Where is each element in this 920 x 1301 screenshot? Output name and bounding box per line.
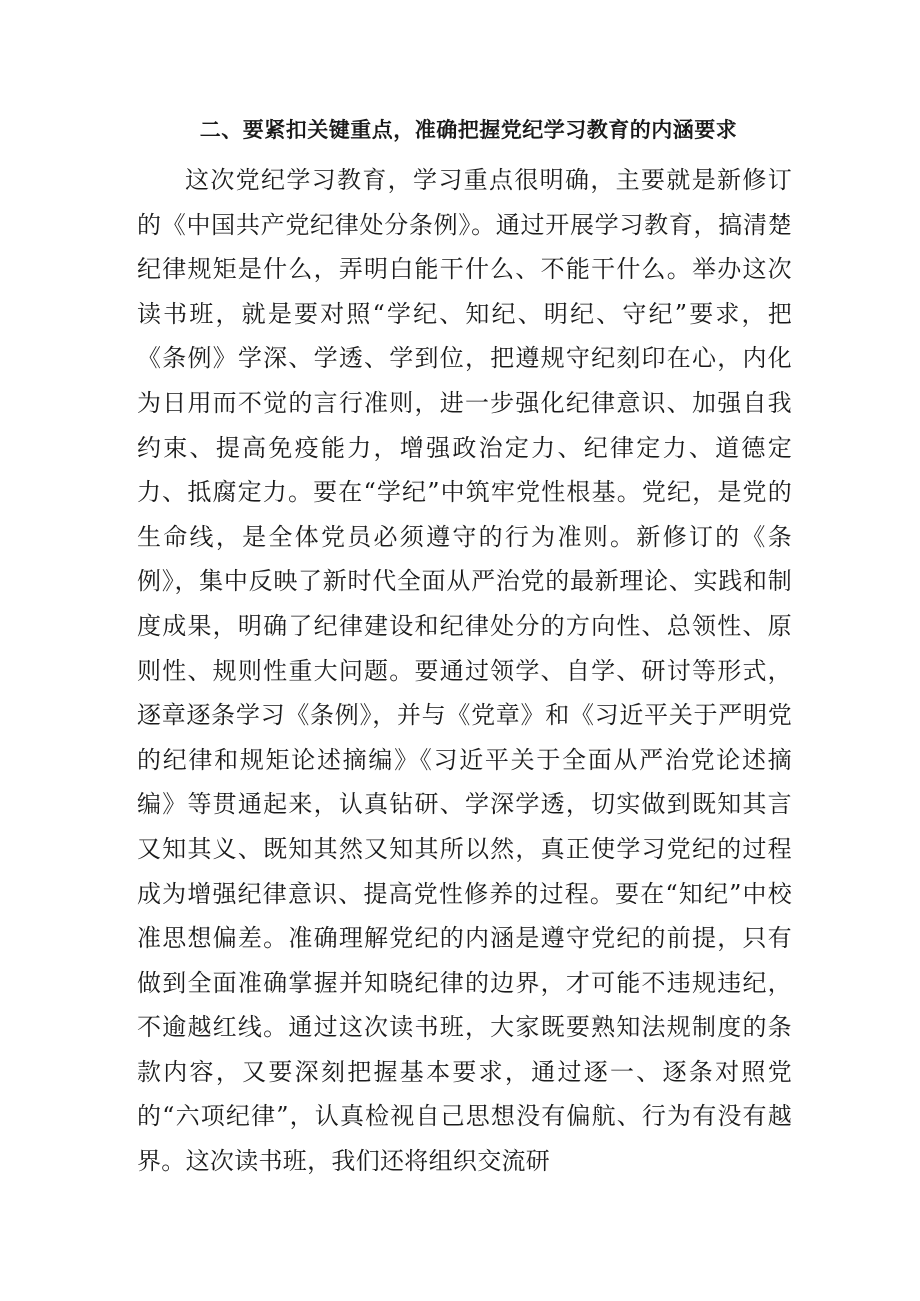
body-paragraph: 这次党纪学习教育，学习重点很明确，主要就是新修订的《中国共产党纪律处分条例》。通过开展学习教育，搞清楚纪律规矩是什么，弄明白能干什么、不能干什么。举办这次读书班，就是要对照“学纪、知纪、明纪、守纪”要求，把《条例》学深、学透、学到位，把遵规守纪刻印在心，内化为日用而不觉的言行准则，进一步强化纪律意识、加强自我约束、提高免疫能力，增强政治定力、纪律定力、道德定力、抵腐定力。要在“学纪”中筑牢党性根基。党纪，是党的生命线，是全体党员必须遵守的行为准则。新修订的《条例》，集中反映了新时代全面从严治党的最新理论、实践和制度成果，明确了纪律建设和纪律处分的方向性、总领性、原则性、规则性重大问题。要通过领学、自学、研讨等形式，逐章逐条学习《条例》，并与《党章》和《习近平关于严明党的纪律和规矩论述摘编》《习近平关于全面从严治党论述摘编》等贯通起来，认真钻研、学深学透，切实做到既知其言又知其义、既知其然又知其所以然，真正使学习党纪的过程成为增强纪律意识、提高党性修养的过程。要在“知纪”中校准思想偏差。准确理解党纪的内涵是遵守党纪的前提，只有做到全面准确掌握并知晓纪律的边界，才可能不违规违纪，不逾越红线。通过这次读书班，大家既要熟知法规制度的条款内容，又要深刻把握基本要求，通过逐一、逐条对照党的“六项纪律”，认真检视自己思想没有偏航、行为有没有越界。这次读书班，我们还将组织交流研	[137, 166, 792, 1176]
section-heading: 二、要紧扣关键重点，准确把握党纪学习教育的内涵要求	[199, 117, 738, 142]
